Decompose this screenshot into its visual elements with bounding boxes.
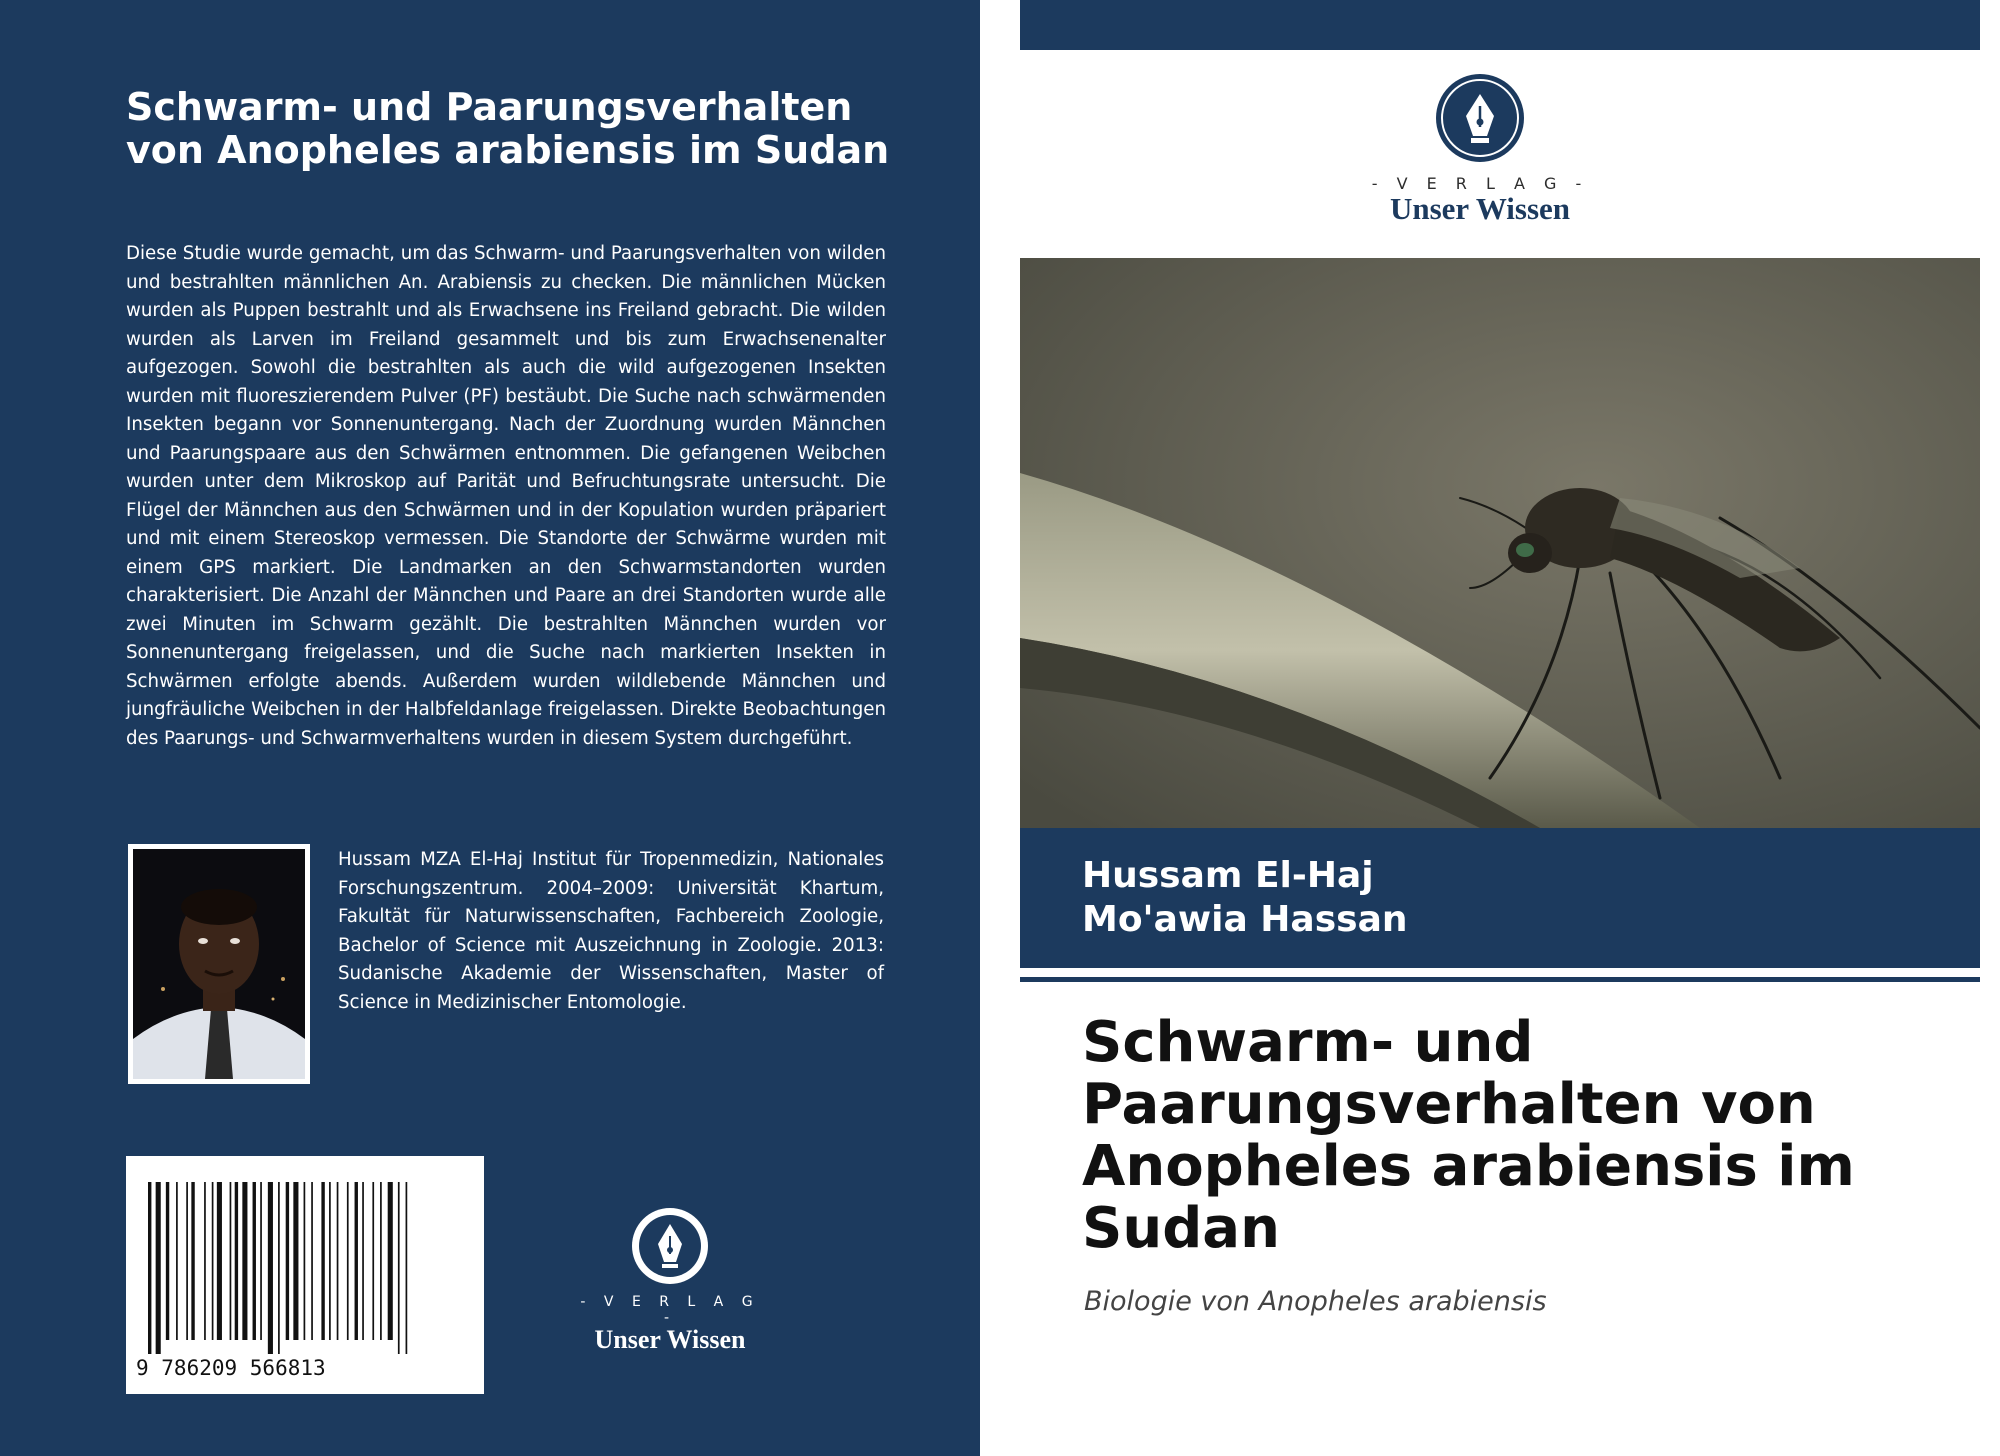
publisher-logo-back — [580, 1206, 760, 1354]
barcode-bar — [406, 1182, 408, 1354]
barcode-bar — [311, 1182, 313, 1340]
back-cover — [0, 0, 980, 1456]
barcode-bar — [286, 1182, 289, 1340]
front-cover-title: Schwarm- und Paarungsverhalten von Anopheles arabiensis im Sudan — [1082, 1010, 1855, 1261]
publisher-verlag-label: - V E R L A G - — [1371, 174, 1589, 193]
back-cover-blurb: Diese Studie wurde gemacht, um das Schwarm- und Paarungsverhalten von wilden und bestrahlten männlichen An. Arabiensis zu checken. Die männlichen Mücken wurden als Puppen bestrahlt und als Erwachsene ins Freiland gebracht. Die wilden wurden als Larven im Freiland gesammelt und bis zum Erwachsenenalter aufgezogen. Sowohl die bestrahlten als auch die wild aufgezogenen Insekten wurden mit fluoreszierendem Pulver (PF) bestäubt. Die Suche nach schwärmenden Insekten begann vor Sonnenuntergang. Nach der Zuordnung wurden Männchen und Paarungspaare aus den Schwärmen entnommen. Die gefangenen Weibchen wurden unter dem Mikroskop auf Parität und Befruchtungsrate untersucht. Die Flügel der Männchen aus den Schwärmen und in der Kopulation wurden präpariert und mit einem Stereoskop vermessen. Die Standorte der Schwärme wurden mit einem GPS markiert. Die Landmarken an den Schwarmstandorten wurden charakterisiert. Die Anzahl der Männchen und Paare an drei Standorten wurde alle zwei Minuten im Schwarm gezählt. Die bestrahlten Männchen wurden vor Sonnenuntergang freigelassen, und die Suche nach markierten Insekten in Schwärmen erfolgte abends. Außerdem wurden wildlebende Männchen und jungfräuliche Weibchen in der Halbfeldanlage freigelassen. Direkte Beobachtungen des Paarungs- und Schwarmverhaltens wurden in diesem System durchgeführt. — [126, 243, 886, 749]
barcode-bar — [191, 1182, 194, 1340]
barcode-bar — [217, 1182, 222, 1340]
barcode-bar — [293, 1182, 298, 1340]
author-name-1: Hussam El-Haj — [1082, 855, 1374, 896]
authors-band — [1020, 828, 1980, 968]
fountain-pen-nib-icon — [630, 1206, 710, 1286]
isbn-number: 9 786209 566813 — [136, 1356, 326, 1380]
author-name-2: Mo'awia Hassan — [1082, 899, 1408, 940]
barcode-bar — [253, 1182, 256, 1340]
barcode-bar — [380, 1182, 382, 1340]
barcode-bar — [362, 1182, 364, 1340]
author-portrait-icon — [133, 849, 305, 1079]
barcode-bar — [230, 1182, 232, 1340]
barcode-bar — [166, 1182, 169, 1340]
barcode-bar — [156, 1182, 161, 1354]
barcode-bar — [321, 1182, 324, 1340]
barcode-bar — [337, 1182, 339, 1340]
barcode-bar — [212, 1182, 214, 1340]
barcode-bar — [355, 1182, 358, 1340]
barcode-bar — [176, 1182, 178, 1340]
barcode-bar — [388, 1182, 393, 1340]
front-cover — [980, 0, 2000, 1456]
barcode-bar — [329, 1182, 331, 1340]
publisher-verlag-label: - V E R L A G - — [580, 1294, 760, 1326]
mosquito-icon — [1020, 258, 1980, 828]
barcode-bar — [242, 1182, 247, 1340]
barcode-bar — [372, 1182, 374, 1340]
barcode-bar — [260, 1182, 262, 1340]
barcode-bar — [148, 1182, 151, 1354]
barcode-bar — [304, 1182, 306, 1340]
publisher-name: Unser Wissen — [594, 1325, 746, 1354]
divider-rule — [1020, 977, 1980, 982]
author-photo — [128, 844, 310, 1084]
barcode-bar — [235, 1182, 238, 1340]
isbn-barcode — [126, 1156, 484, 1394]
publisher-logo-front — [1350, 72, 1610, 225]
barcode-bar — [398, 1182, 400, 1354]
author-bio: Hussam MZA El-Haj Institut für Tropenmedizin, Nationales Forschungszentrum. 2004–2009: Universität Khartum, Fakultät für Naturwissenschaften, Fachbereich Zoologie, Bachelor of Science mit Auszeichnung in Zoologie. 2013: Sudanische Akademie der Wissenschaften, Master of Science in Medizinischer Entomologie. — [338, 849, 884, 1013]
publisher-name: Unser Wissen — [1389, 191, 1571, 226]
mosquito-photo — [1020, 258, 1980, 828]
back-cover-title: Schwarm- und Paarungsverhalten von Anopheles arabiensis im Sudan — [126, 85, 890, 172]
barcode-bar — [268, 1182, 273, 1354]
barcode-icon — [146, 1182, 464, 1354]
front-cover-subtitle: Biologie von Anopheles arabiensis — [1084, 1286, 1547, 1317]
barcode-bar — [278, 1182, 280, 1354]
top-band — [1020, 0, 1980, 50]
fountain-pen-nib-icon — [1434, 72, 1526, 164]
barcode-bar — [186, 1182, 188, 1340]
barcode-bar — [347, 1182, 349, 1340]
barcode-bar — [204, 1182, 206, 1340]
